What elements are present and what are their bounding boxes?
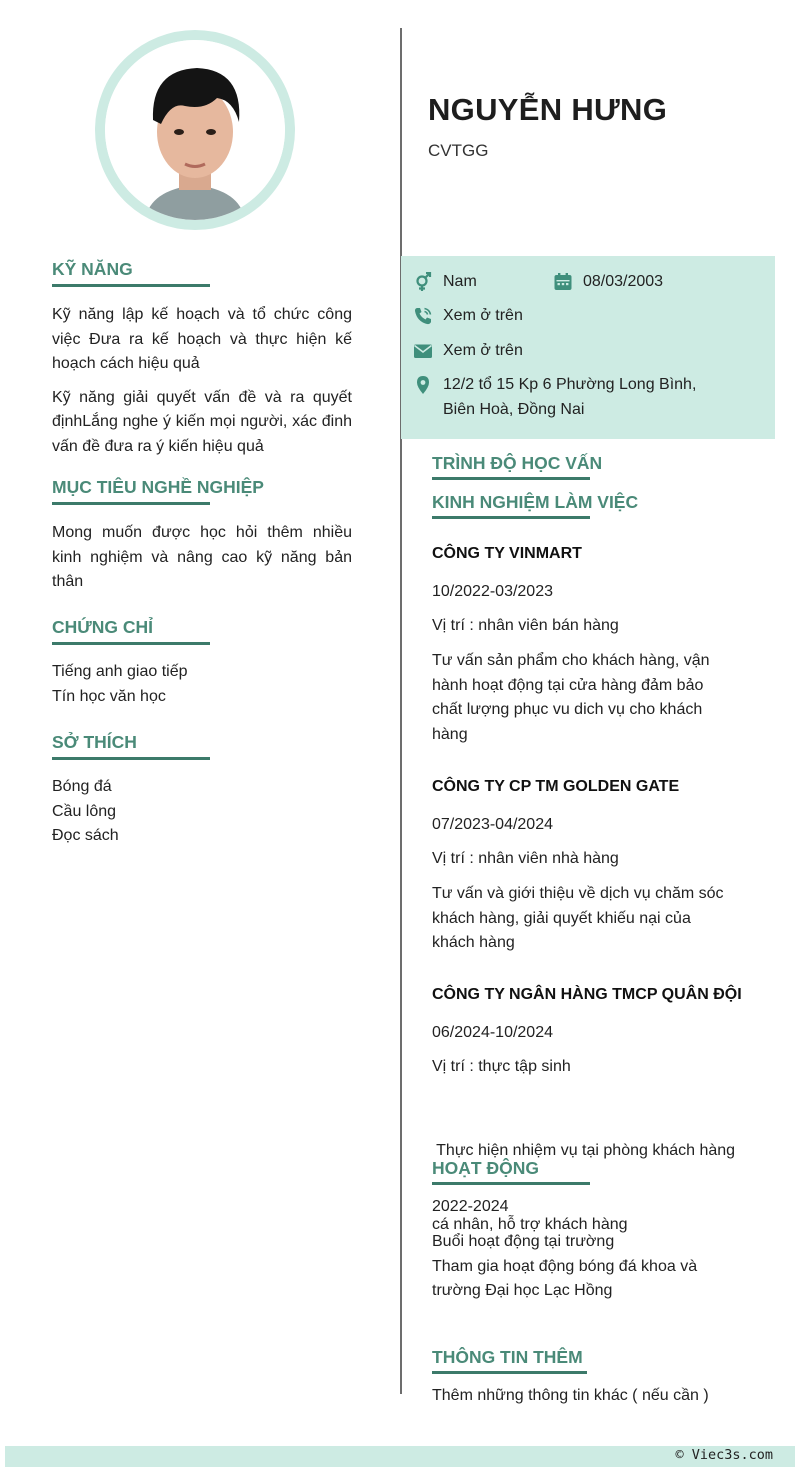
contact-panel: [401, 256, 775, 439]
job-period: 06/2024-10/2024: [432, 1024, 553, 1041]
job-position: Vị trí : nhân viên nhà hàng: [432, 850, 619, 867]
calendar-icon: [553, 272, 573, 292]
skill-item: Kỹ năng lập kế hoạch và tổ chức công việc Đưa ra kế hoạch và thực hiện kế hoạch cách hiệu quả: [52, 306, 352, 372]
candidate-subtitle: CVTGG: [428, 141, 489, 160]
hobbies-title: SỞ THÍCH: [52, 732, 137, 752]
phone-value: Xem ở trên: [443, 307, 523, 324]
section-underline: [52, 502, 210, 505]
job-description: [432, 649, 762, 747]
skill-item: Kỹ năng giải quyết vấn đề và ra quyết địnhLắng nghe ý kiến mọi người, xác đinh vấn đề đưa ra ý kiến hiệu quả: [52, 388, 352, 455]
education-title: TRÌNH ĐỘ HỌC VẤN: [432, 453, 603, 473]
activities-section: [432, 1156, 762, 1185]
job-description-line: Tư vấn và giới thiệu về dịch vụ chăm sóc: [432, 885, 724, 902]
section-underline: [432, 516, 590, 519]
footer-bar: [5, 1446, 795, 1467]
certificate-item: Tín học văn học: [52, 687, 166, 705]
hobby-item: Cầu lông: [52, 802, 117, 820]
activities-description: [432, 1230, 762, 1304]
certificates-section: [52, 615, 352, 709]
job-position: Vị trí : thực tập sinh: [432, 1058, 571, 1075]
job-description-line: khách hàng: [432, 934, 515, 951]
certificates-title: CHỨNG CHỈ: [52, 617, 154, 637]
activity-line: Tham gia hoạt động bóng đá khoa và: [432, 1257, 698, 1275]
skills-section: [52, 257, 352, 459]
job-company: CÔNG TY VINMART: [432, 545, 582, 562]
address-line: 12/2 tổ 15 Kp 6 Phường Long Bình,: [443, 376, 697, 393]
job-description-line: hành hoạt động tại cửa hàng đảm bảo: [432, 676, 704, 694]
location-icon: [413, 375, 433, 395]
email-row: [413, 339, 523, 364]
hobby-item: Đọc sách: [52, 827, 119, 844]
section-underline: [432, 477, 590, 480]
gender-value: Nam: [443, 273, 477, 290]
section-underline: [432, 1182, 590, 1185]
objective-text: Mong muốn được học hỏi thêm nhiều kinh nghiệm và nâng cao kỹ năng bản thân: [52, 524, 352, 590]
avatar: [95, 30, 295, 230]
email-value: Xem ở trên: [443, 342, 523, 359]
job-description-line: hàng: [432, 725, 468, 743]
birthdate-value: 08/03/2003: [583, 273, 664, 290]
job-description-line: cá nhân, hỗ trợ khách hàng: [432, 1215, 628, 1233]
certificate-item: Tiếng anh giao tiếp: [52, 663, 188, 680]
additional-section: [432, 1345, 762, 1374]
birthdate-row: [553, 270, 663, 295]
job-entry: [432, 778, 762, 796]
email-icon: [413, 341, 433, 361]
gender-icon: [413, 272, 433, 292]
address-line: Biên Hoà, Đồng Nai: [443, 400, 585, 418]
job-description-line: Thực hiện nhiệm vụ tại phòng khách hàng: [432, 1142, 736, 1159]
job-entry: [432, 545, 762, 563]
activities-title: HOẠT ĐỘNG: [432, 1158, 539, 1178]
address-row: [413, 373, 696, 422]
avatar-portrait: [105, 40, 285, 220]
skills-title: KỸ NĂNG: [52, 259, 133, 279]
candidate-name: NGUYỄN HƯNG: [428, 92, 668, 127]
additional-title: THÔNG TIN THÊM: [432, 1347, 583, 1367]
additional-text: Thêm những thông tin khác ( nếu cần ): [432, 1387, 709, 1404]
activity-line: Buổi hoạt động tại trường: [432, 1233, 615, 1250]
job-period: 10/2022-03/2023: [432, 583, 553, 600]
phone-row: [413, 304, 523, 329]
experience-section: [432, 490, 762, 519]
activity-line: trường Đại học Lạc Hồng: [432, 1282, 613, 1299]
activities-period: 2022-2024: [432, 1198, 509, 1215]
section-underline: [52, 284, 210, 287]
objective-section: [52, 475, 352, 595]
objective-title: MỤC TIÊU NGHỀ NGHIỆP: [52, 477, 264, 497]
job-description-line: khách hàng, giải quyết khiếu nại của: [432, 909, 691, 927]
job-description-line: chất lượng phục vu dich vụ cho khách: [432, 701, 703, 718]
hobbies-section: [52, 730, 352, 849]
column-divider: [400, 28, 402, 1394]
job-company: CÔNG TY NGÂN HÀNG TMCP QUÂN ĐỘI: [432, 986, 742, 1003]
education-section: [432, 451, 762, 480]
job-company: CÔNG TY CP TM GOLDEN GATE: [432, 778, 680, 795]
section-underline: [432, 1371, 587, 1374]
experience-title: KINH NGHIỆM LÀM VIỆC: [432, 492, 639, 512]
section-underline: [52, 642, 210, 645]
gender-row: [413, 270, 477, 295]
job-description: [432, 882, 762, 956]
hobby-item: Bóng đá: [52, 778, 112, 795]
footer-credit: © Viec3s.com: [675, 1447, 773, 1463]
job-period: 07/2023-04/2024: [432, 816, 553, 833]
section-underline: [52, 757, 210, 760]
phone-icon: [413, 306, 433, 326]
job-entry: [432, 986, 772, 1004]
job-description-line: Tư vấn sản phẩm cho khách hàng, vận: [432, 652, 710, 669]
job-position: Vị trí : nhân viên bán hàng: [432, 617, 619, 634]
